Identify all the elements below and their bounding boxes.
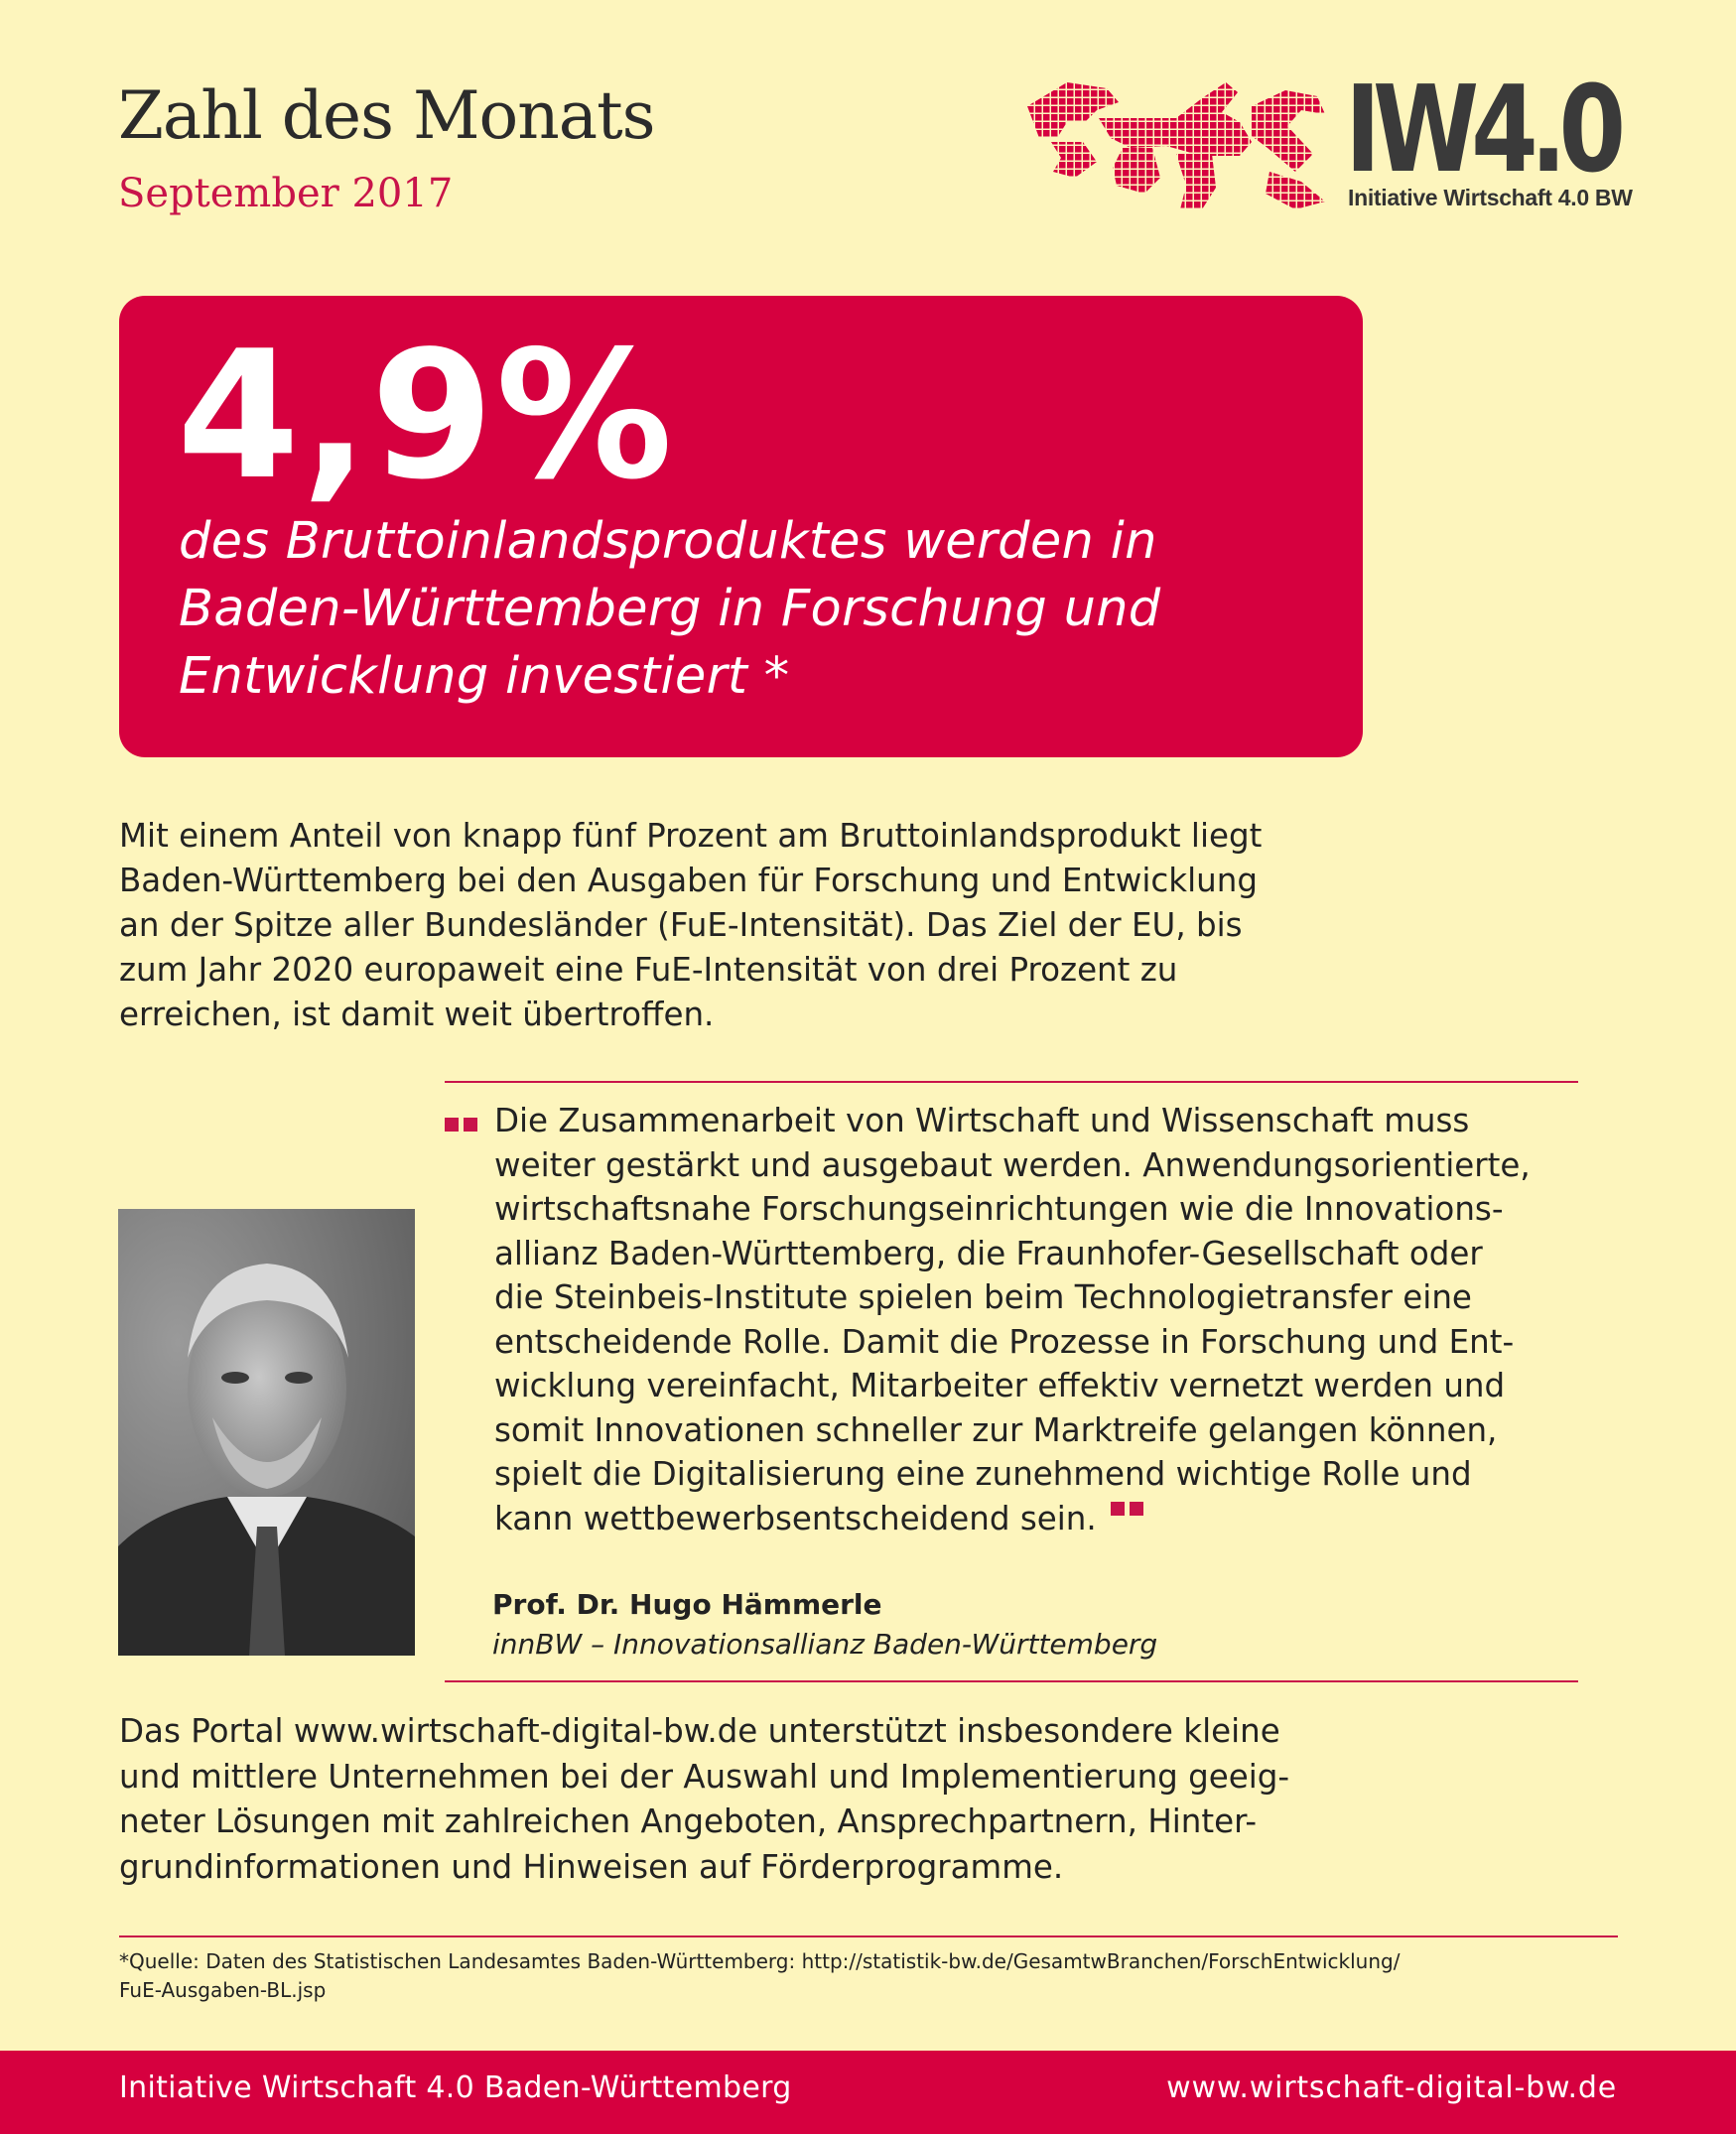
footnote-line: *Quelle: Daten des Statistischen Landesamtes Baden-Württemberg: http://statistik-bw.de/GesamtwBranchen/ForschEntwicklung/ (119, 1949, 1401, 1973)
page-title: Zahl des Monats (118, 77, 655, 154)
intro-paragraph (119, 814, 1409, 1037)
quote-line: somit Innovationen schneller zur Marktreife gelangen können, (494, 1410, 1498, 1449)
portal-paragraph (119, 1709, 1409, 1890)
headline-line: Baden-Württemberg in Forschung und (179, 580, 1161, 638)
text-line: Das Portal www.wirtschaft-digital-bw.de unterstützt insbesondere kleine (119, 1712, 1280, 1750)
close-quote-icon (1111, 1502, 1148, 1516)
text-line: Mit einem Anteil von knapp fünf Prozent am Bruttoinlandsprodukt liegt (119, 817, 1263, 855)
quote-line: die Steinbeis-Institute spielen beim Technologietransfer eine (494, 1278, 1472, 1316)
footer-website-link[interactable]: www.wirtschaft-digital-bw.de (1166, 2070, 1617, 2105)
text-line: zum Jahr 2020 europaweit eine FuE-Intensität von drei Prozent zu (119, 951, 1178, 989)
text-line: Baden-Württemberg bei den Ausgaben für Forschung und Entwicklung (119, 862, 1258, 899)
text-line: neter Lösungen mit zahlreichen Angeboten, Ansprechpartnern, Hinter- (119, 1802, 1258, 1840)
quote-line: entscheidende Rolle. Damit die Prozesse in Forschung und Ent- (494, 1322, 1515, 1361)
iw40-logo-icon (1345, 69, 1623, 179)
text-line: und mittlere Unternehmen bei der Auswahl und Implementierung geeig- (119, 1757, 1290, 1796)
text-line: an der Spitze aller Bundesländer (FuE-Intensität). Das Ziel der EU, bis (119, 906, 1243, 944)
lion-logo-icon (1027, 82, 1325, 211)
footnote-divider (119, 1935, 1618, 1937)
quote-line: kann wettbewerbsentscheidend sein. (494, 1499, 1097, 1537)
quote-line: wirtschaftsnahe Forschungseinrichtungen wie die Innovations- (494, 1190, 1504, 1228)
portrait-photo (118, 1209, 415, 1656)
source-footnote (119, 1947, 1400, 2005)
logo-tagline: Initiative Wirtschaft 4.0 BW (1348, 185, 1633, 210)
quote-top-divider (445, 1081, 1578, 1083)
headline-line: des Bruttoinlandsproduktes werden in (179, 512, 1157, 571)
quote-author-organization: innBW – Innovationsallianz Baden-Württemberg (492, 1628, 1158, 1661)
quote-line: spielt die Digitalisierung eine zunehmend wichtige Rolle und (494, 1455, 1472, 1493)
quote-line: wicklung vereinfacht, Mitarbeiter effektiv vernetzt werden und (494, 1367, 1506, 1404)
footnote-line: FuE-Ausgaben-BL.jsp (119, 1978, 327, 2002)
headline-line: Entwicklung investiert * (179, 647, 790, 706)
issue-date: September 2017 (118, 171, 454, 216)
svg-text:IW4.0: IW4.0 (1345, 69, 1622, 179)
quote-author-name: Prof. Dr. Hugo Hämmerle (492, 1588, 882, 1621)
text-line: erreichen, ist damit weit übertroffen. (119, 996, 715, 1033)
quote-line: Die Zusammenarbeit von Wirtschaft und Wissenschaft muss (494, 1102, 1470, 1139)
open-quote-icon (445, 1118, 482, 1132)
quote-line: weiter gestärkt und ausgebaut werden. Anwendungsorientierte, (494, 1145, 1531, 1184)
quote-bottom-divider (445, 1680, 1578, 1682)
key-figure: 4,9% (177, 313, 675, 518)
portrait-image (118, 1209, 415, 1656)
text-line: grundinformationen und Hinweisen auf Förderprogramme. (119, 1847, 1064, 1886)
footer-organization: Initiative Wirtschaft 4.0 Baden-Württemberg (119, 2070, 792, 2105)
quote-first-line (445, 1099, 1586, 1143)
quote-block (445, 1099, 1586, 1540)
quote-line: allianz Baden-Württemberg, die Fraunhofer-Gesellschaft oder (494, 1234, 1483, 1272)
quote-last-line (445, 1497, 1586, 1541)
